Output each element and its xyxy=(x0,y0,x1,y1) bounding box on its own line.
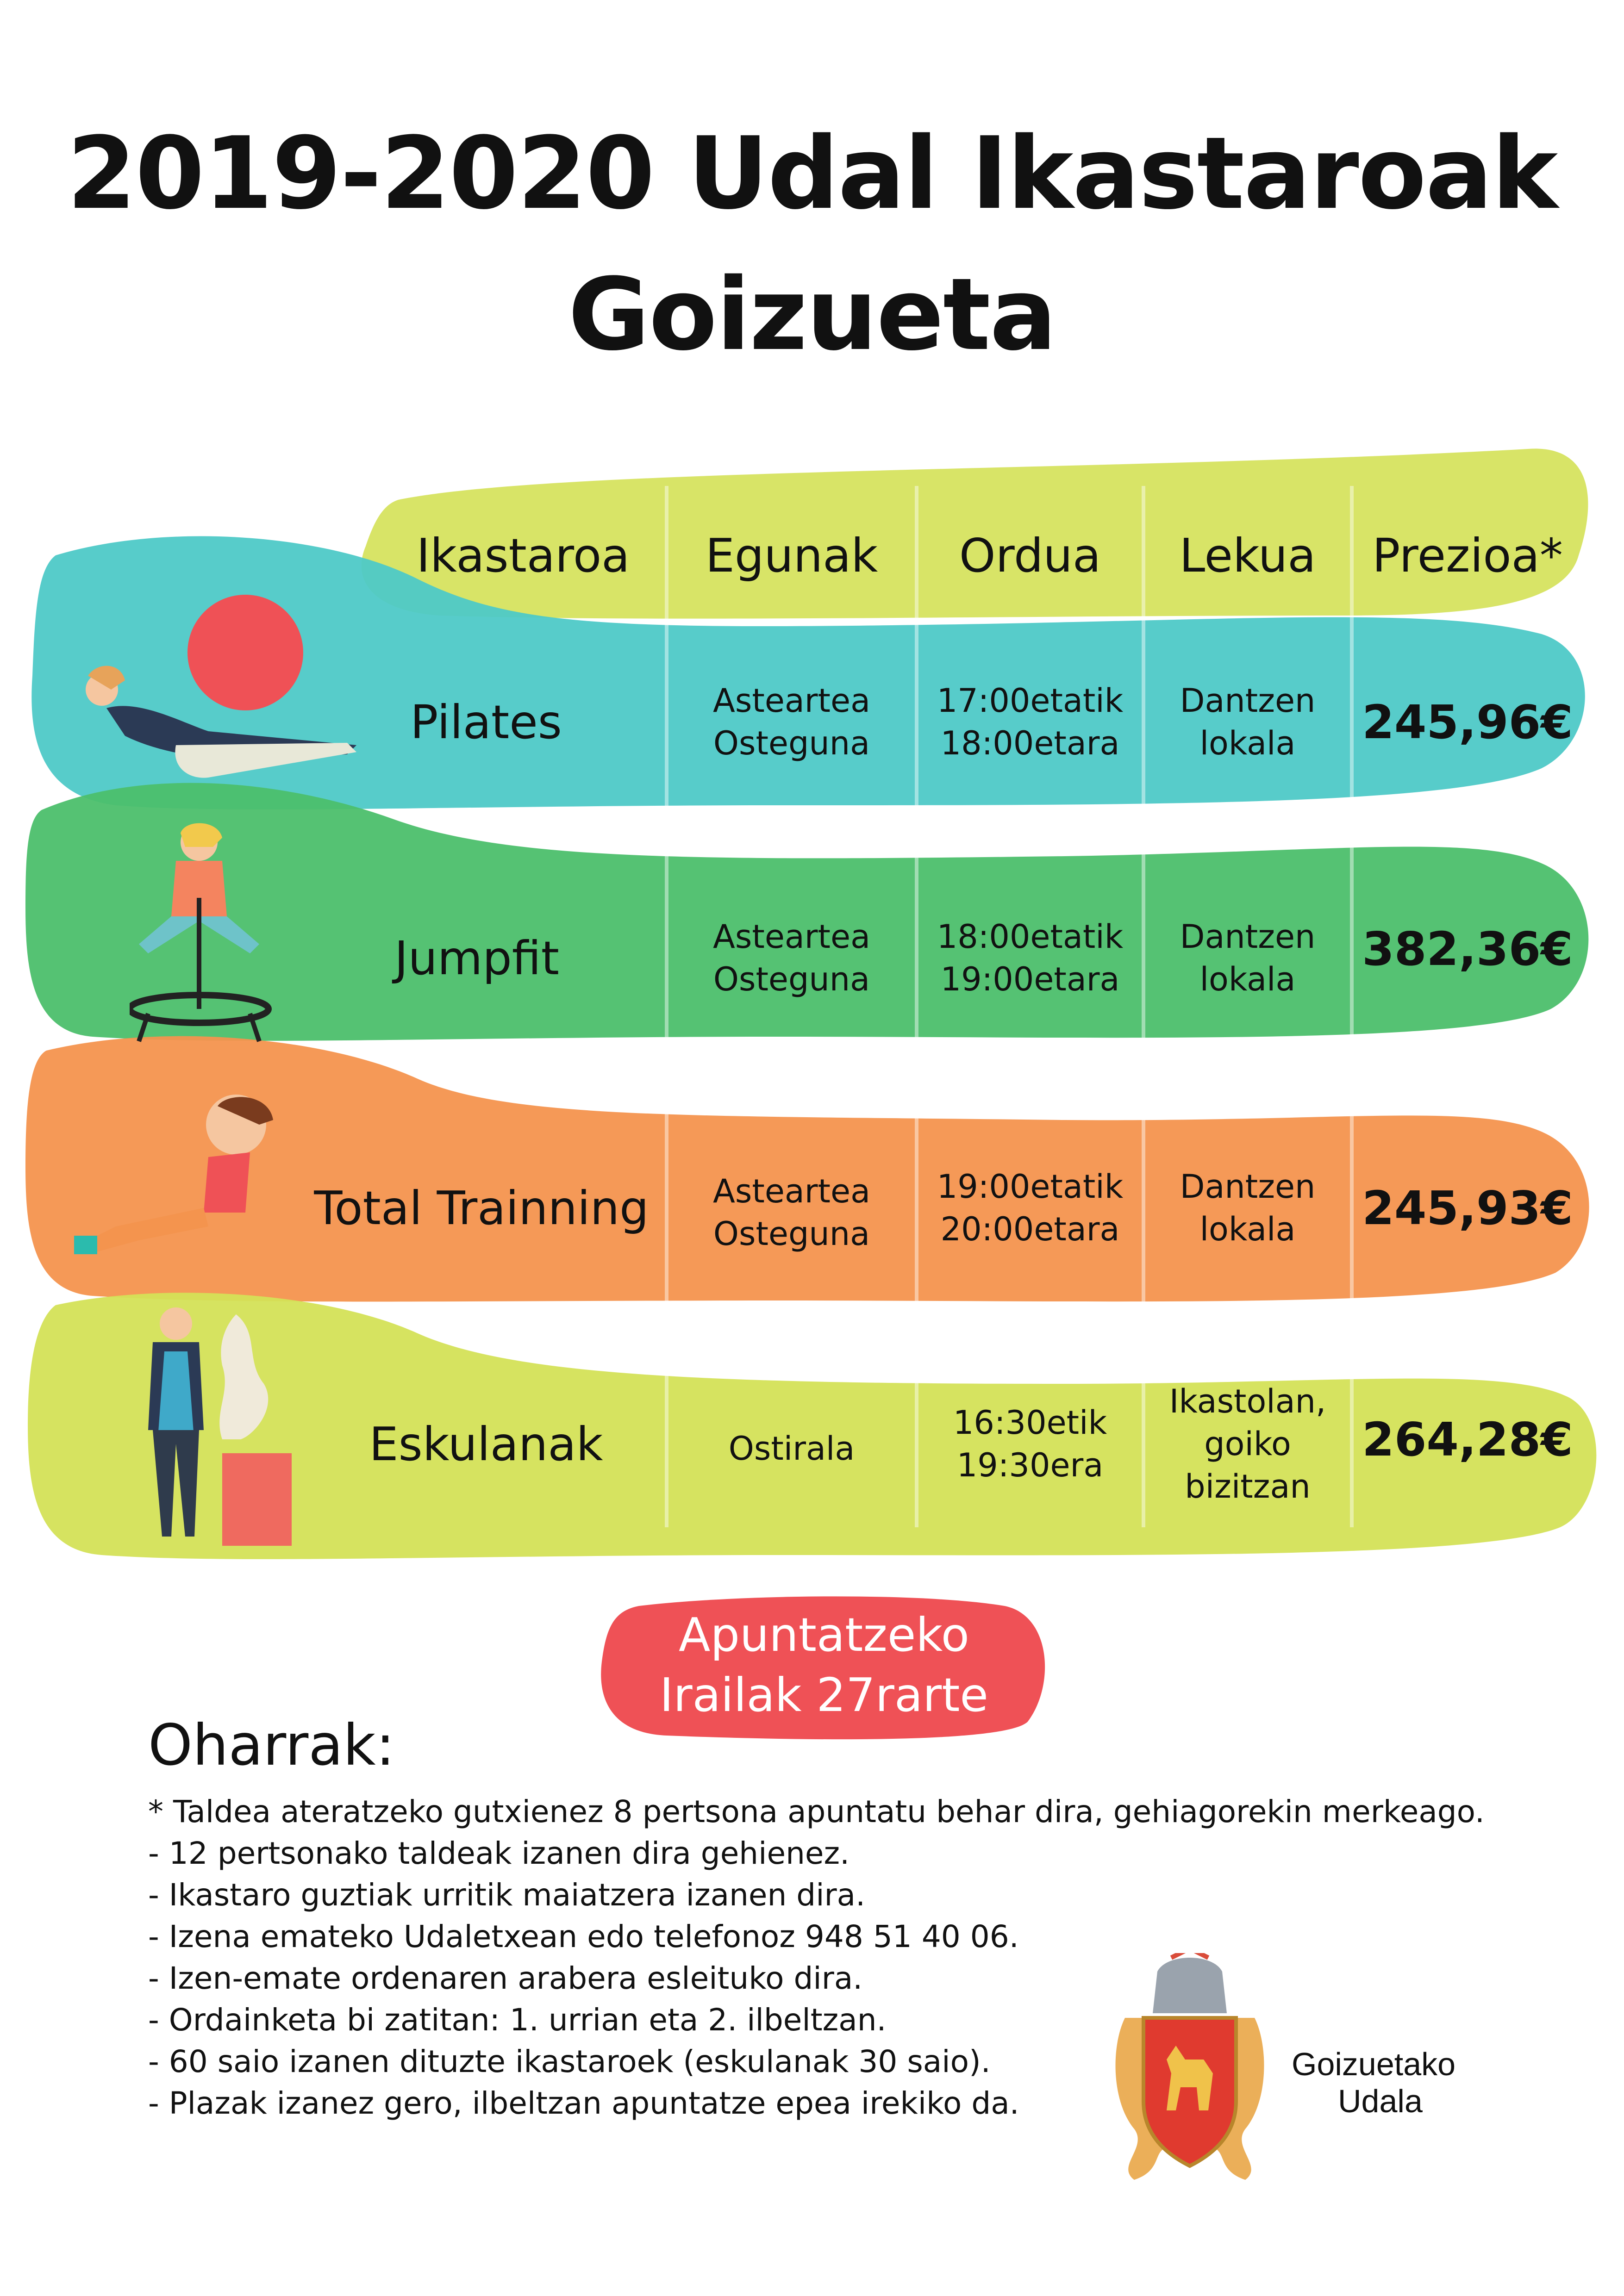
course-days: Asteartea Osteguna xyxy=(713,918,870,998)
note-item: - Izen-emate ordenaren arabera esleituko dira. xyxy=(148,1960,863,1996)
header-price: Prezioa* xyxy=(1372,528,1563,583)
header-time: Ordua xyxy=(959,528,1101,583)
header-place: Lekua xyxy=(1179,528,1316,583)
header-days: Egunak xyxy=(705,528,878,583)
sculptor-crafts-icon xyxy=(125,1305,301,1546)
course-time: 18:00etatik 19:00etara xyxy=(937,918,1124,998)
course-name: Pilates xyxy=(410,695,562,749)
header-course: Ikastaroa xyxy=(416,528,630,583)
course-price: 245,96€ xyxy=(1362,695,1573,749)
course-days: Asteartea Osteguna xyxy=(713,1172,870,1253)
course-place: Dantzen lokala xyxy=(1180,682,1316,762)
signup-line2: Irailak 27rarte xyxy=(660,1668,988,1722)
note-item: - Ordainketa bi zatitan: 1. urrian eta 2. ilbeltzan. xyxy=(148,2002,887,2038)
coat-of-arms-icon xyxy=(1106,1953,1273,2194)
notes-list xyxy=(148,1791,1485,2124)
course-name: Jumpfit xyxy=(394,931,559,985)
note-item: - 60 saio izanen dituzte ikastaroek (eskulanak 30 saio). xyxy=(148,2044,991,2079)
course-time: 16:30etik 19:30era xyxy=(953,1404,1107,1484)
logo-line2: Udala xyxy=(1338,2083,1423,2119)
course-price: 264,28€ xyxy=(1362,1412,1573,1467)
note-item: - Izena emateko Udaletxean edo telefonoz 948 51 40 06. xyxy=(148,1919,1019,1954)
trampoline-jump-icon xyxy=(130,815,282,1046)
course-time: 17:00etatik 18:00etara xyxy=(937,682,1124,762)
situp-exercise-icon xyxy=(69,1088,301,1259)
course-days: Ostirala xyxy=(728,1430,855,1468)
logo-line1: Goizuetako xyxy=(1292,2046,1456,2082)
note-item: * Taldea ateratzeko gutxienez 8 pertsona apuntatu behar dira, gehiagorekin merkeago. xyxy=(148,1794,1485,1829)
course-price: 382,36€ xyxy=(1362,921,1573,976)
course-place: Dantzen lokala xyxy=(1180,1168,1316,1248)
course-time: 19:00etatik 20:00etara xyxy=(937,1168,1124,1248)
course-place: Ikastolan, goiko bizitzan xyxy=(1169,1382,1326,1506)
note-item: - 12 pertsonako taldeak izanen dira gehienez. xyxy=(148,1836,850,1871)
page-subtitle: Goizueta xyxy=(568,256,1056,373)
course-name: Eskulanak xyxy=(369,1417,603,1471)
note-item: - Ikastaro guztiak urritik maiatzera izanen dira. xyxy=(148,1877,866,1913)
course-price: 245,93€ xyxy=(1362,1181,1573,1235)
page-title: 2019-2020 Udal Ikastaroak xyxy=(67,115,1557,231)
signup-line1: Apuntatzeko xyxy=(679,1608,969,1662)
course-days: Asteartea Osteguna xyxy=(713,682,870,762)
course-name: Total Trainning xyxy=(314,1181,649,1235)
note-item: - Plazak izanez gero, ilbeltzan apuntatze epea irekiko da. xyxy=(148,2085,1019,2121)
notes-title: Oharrak: xyxy=(148,1712,395,1778)
course-place: Dantzen lokala xyxy=(1180,918,1316,998)
